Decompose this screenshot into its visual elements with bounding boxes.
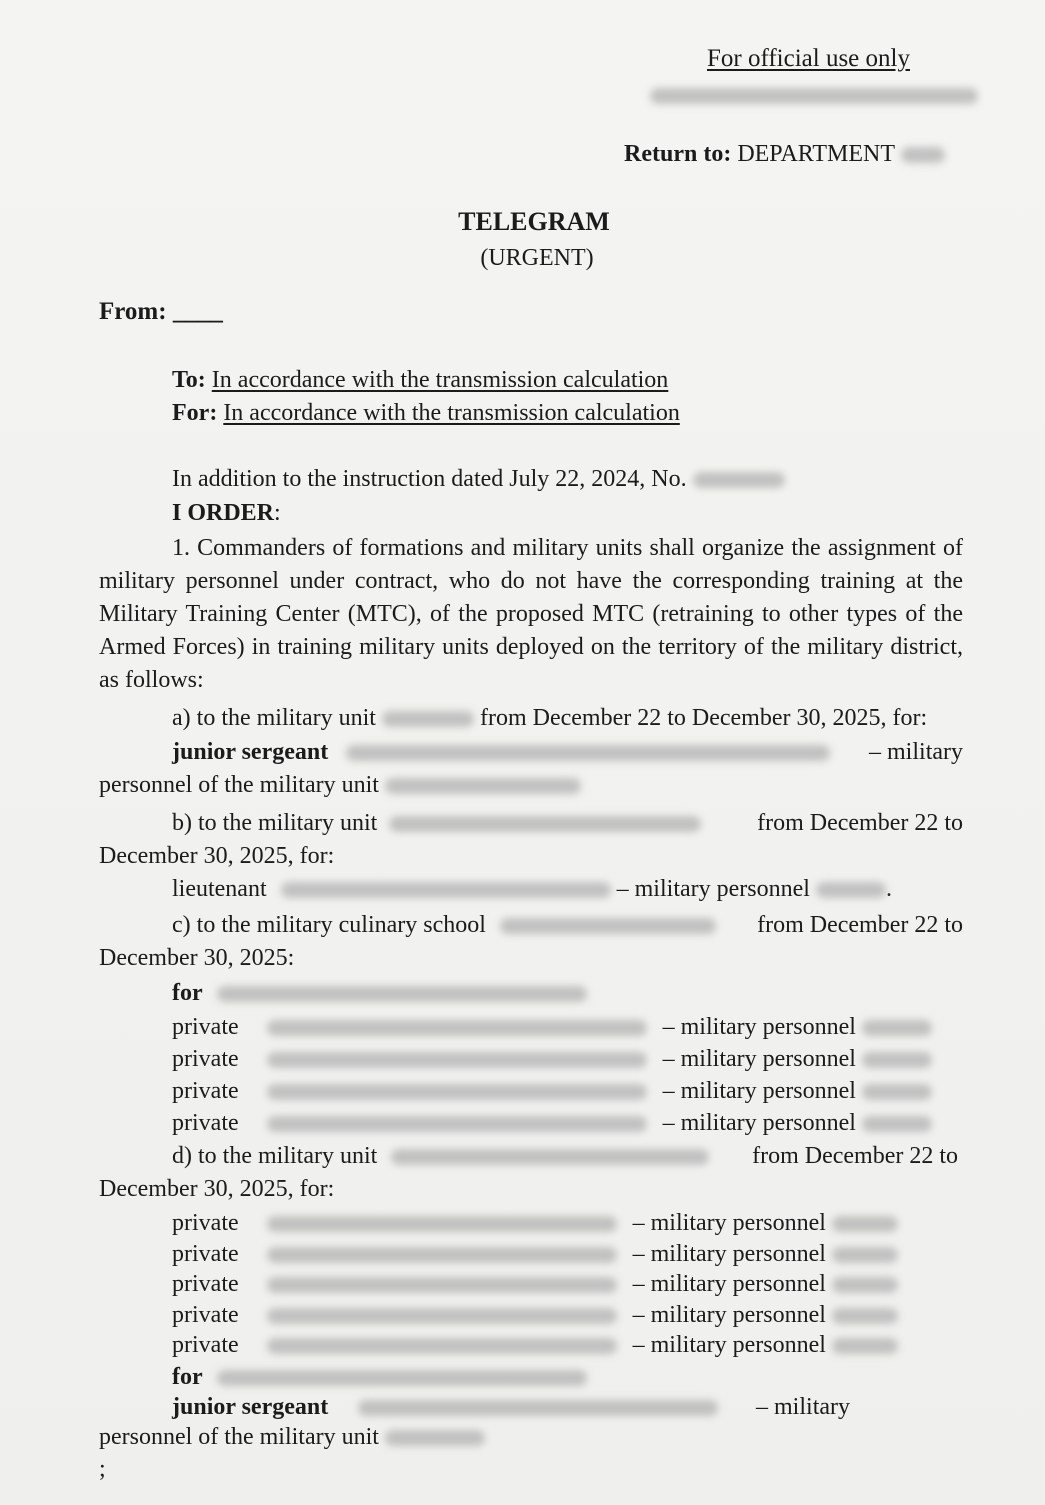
item-b-line1 (172, 808, 963, 838)
d-row-role: – military personnel (632, 1241, 826, 1267)
redacted-school-c (500, 918, 716, 934)
redacted-specialty-c (217, 986, 587, 1002)
redacted-unit (862, 1116, 932, 1132)
c-row-role: – military personnel (662, 1078, 856, 1104)
item-a-line1 (172, 703, 927, 733)
item-d-suffix: from December 22 to (752, 1143, 958, 1169)
redacted-person-d (358, 1400, 718, 1416)
d-row-role: – military personnel (632, 1210, 826, 1236)
d-row (172, 1330, 898, 1360)
redacted-person (267, 1020, 647, 1036)
redacted-person-a (346, 745, 830, 761)
for-value: In accordance with the transmission calculation (223, 400, 680, 426)
redacted-person (267, 1116, 647, 1132)
redacted-unit-d2 (385, 1430, 485, 1446)
redacted-person (267, 1308, 617, 1324)
item-b-prefix: b) to the military unit (172, 810, 378, 836)
d-row (172, 1300, 898, 1330)
d-row-role: – military personnel (632, 1332, 826, 1358)
item-d-line2: December 30, 2025, for: (99, 1176, 335, 1202)
item-c-suffix: from December 22 to (757, 912, 963, 938)
c-row-rank: private (172, 1078, 239, 1104)
item-d-for-line (172, 1362, 587, 1392)
intro-line (172, 464, 785, 494)
return-to-label: Return to: (624, 141, 732, 167)
redacted-person (267, 1247, 617, 1263)
item-d-role: – military (756, 1394, 850, 1420)
c-row (172, 1012, 932, 1042)
paragraph-1 (99, 532, 963, 697)
item-b-period: . (885, 876, 892, 902)
redacted-unit-a2 (385, 778, 581, 794)
item-d-rank: junior sergeant (172, 1394, 329, 1420)
redacted-unit-a (382, 711, 474, 727)
c-row-role: – military personnel (662, 1110, 856, 1136)
item-d-line1 (172, 1141, 958, 1171)
to-value: In accordance with the transmission calculation (211, 367, 669, 393)
c-row-rank: private (172, 1046, 239, 1072)
redacted-reference (650, 88, 978, 104)
redacted-person (267, 1277, 617, 1293)
item-c-line1 (172, 910, 963, 940)
redacted-unit (862, 1020, 932, 1036)
item-a-line3 (99, 770, 581, 800)
redacted-unit (862, 1084, 932, 1100)
d-row (172, 1208, 898, 1238)
paragraph-1-text: 1. Commanders of formations and military units shall organize the assignment of military personnel under contract, who do not have the corresponding training at the Military Training Center (MTC), of the proposed MTC (retraining to other types of the Armed Forces) in training military units deployed on the territory of the military district, as follows: (99, 535, 963, 693)
d-row-rank: private (172, 1332, 239, 1358)
redacted-person (267, 1216, 617, 1232)
item-a-suffix: from December 22 to December 30, 2025, for: (479, 705, 928, 731)
item-a-line2 (172, 737, 963, 767)
redacted-unit (832, 1338, 898, 1354)
item-a-rank: junior sergeant (172, 739, 329, 765)
redacted-specialty-d (217, 1370, 587, 1386)
to-line (172, 365, 668, 395)
item-c-for-line (172, 978, 587, 1008)
for-label: For: (172, 400, 218, 426)
document-title: TELEGRAM (458, 207, 610, 236)
redacted-unit (832, 1277, 898, 1293)
classification-label: For official use only (707, 45, 910, 72)
d-row-rank: private (172, 1210, 239, 1236)
redacted-instruction-number (693, 472, 785, 488)
c-row-role: – military personnel (662, 1014, 856, 1040)
redacted-department (901, 147, 945, 163)
order-heading (172, 498, 281, 528)
redacted-unit (832, 1308, 898, 1324)
return-to-value: DEPARTMENT (737, 141, 895, 167)
redacted-unit (862, 1052, 932, 1068)
d-row-rank: private (172, 1271, 239, 1297)
redacted-unit-b (389, 816, 701, 832)
item-d-unit-label: personnel of the military unit (99, 1424, 379, 1450)
redacted-person (267, 1052, 647, 1068)
redacted-person (267, 1338, 617, 1354)
item-d-rank-line (172, 1392, 850, 1422)
d-row-rank: private (172, 1302, 239, 1328)
d-row (172, 1269, 898, 1299)
trailing-semicolon: ; (99, 1456, 106, 1482)
c-row-rank: private (172, 1110, 239, 1136)
item-d-unit-line (99, 1422, 485, 1452)
c-row-role: – military personnel (662, 1046, 856, 1072)
c-row (172, 1076, 932, 1106)
to-label: To: (172, 367, 206, 393)
redacted-unit (832, 1247, 898, 1263)
item-d-prefix: d) to the military unit (172, 1143, 378, 1169)
item-a-prefix: a) to the military unit (172, 705, 376, 731)
from-label: From: (99, 298, 167, 325)
item-b-suffix: from December 22 to (757, 810, 963, 836)
item-b-role: – military personnel (616, 876, 810, 902)
for-line (172, 398, 680, 428)
item-b-rank: lieutenant (172, 876, 267, 902)
c-row-rank: private (172, 1014, 239, 1040)
order-label: I ORDER (172, 500, 275, 526)
item-b-line3 (172, 874, 892, 904)
document-subtitle: (URGENT) (480, 245, 594, 271)
item-c-for: for (172, 980, 203, 1006)
intro-text: In addition to the instruction dated July 22, 2024, No. (172, 466, 687, 492)
d-row-rank: private (172, 1241, 239, 1267)
from-value: ____ (172, 298, 223, 325)
item-d-for: for (172, 1364, 203, 1390)
redacted-unit-b2 (816, 882, 886, 898)
from-line (99, 297, 223, 327)
return-to-line (624, 139, 945, 169)
redacted-person-b (281, 882, 611, 898)
item-c-line2: December 30, 2025: (99, 945, 295, 971)
item-a-role: – military (869, 739, 963, 765)
item-a-unit-label: personnel of the military unit (99, 772, 379, 798)
redacted-unit (832, 1216, 898, 1232)
order-colon: : (274, 500, 281, 526)
d-row-role: – military personnel (632, 1302, 826, 1328)
item-b-line2: December 30, 2025, for: (99, 843, 335, 869)
redacted-unit-d (391, 1149, 709, 1165)
redacted-person (267, 1084, 647, 1100)
c-row (172, 1044, 932, 1074)
item-c-prefix: c) to the military culinary school (172, 912, 486, 938)
d-row-role: – military personnel (632, 1271, 826, 1297)
d-row (172, 1239, 898, 1269)
c-row (172, 1108, 932, 1138)
